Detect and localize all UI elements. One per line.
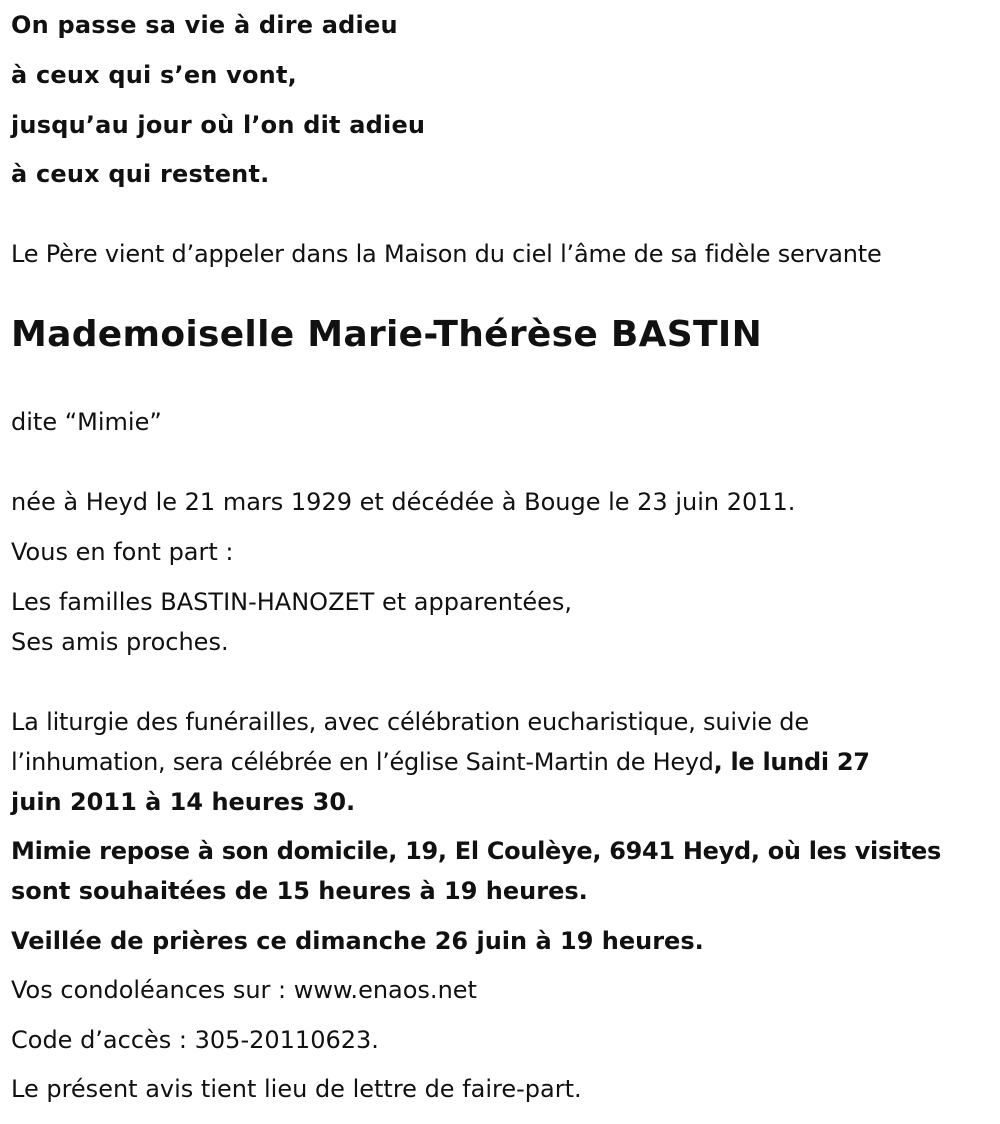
- funeral-line-1: La liturgie des funérailles, avec célébration eucharistique, suivie de: [11, 708, 809, 736]
- vigil-text: Veillée de prières ce dimanche 26 juin à 19 heures.: [11, 927, 704, 955]
- nickname: dite “Mimie”: [11, 408, 162, 436]
- condolences-text: Vos condoléances sur : www.enaos.net: [11, 976, 477, 1004]
- family-line-1: Les familles BASTIN-HANOZET et apparentées,: [11, 588, 573, 616]
- intro-text: Le Père vient d’appeler dans la Maison du ciel l’âme de sa fidèle servante: [11, 240, 882, 268]
- funeral-line-3: juin 2011 à 14 heures 30.: [11, 788, 356, 816]
- poem-line-1: On passe sa vie à dire adieu: [11, 11, 398, 39]
- closing-text: Le présent avis tient lieu de lettre de faire-part.: [11, 1075, 582, 1103]
- funeral-place: l’inhumation, sera célébrée en l’église Saint-Martin de Heyd: [11, 748, 714, 776]
- funeral-line-2: [11, 747, 870, 777]
- poem-line-2: à ceux qui s’en vont,: [11, 61, 297, 89]
- poem-line-4: à ceux qui restent.: [11, 160, 270, 188]
- visit-line-1: Mimie repose à son domicile, 19, El Coulèye, 6941 Heyd, où les visites: [11, 837, 942, 865]
- funeral-date-start: , le lundi 27: [713, 748, 870, 776]
- visit-line-2: sont souhaitées de 15 heures à 19 heures.: [11, 877, 588, 905]
- deceased-name: Mademoiselle Marie-Thérèse BASTIN: [11, 314, 762, 355]
- announce-label: Vous en font part :: [11, 538, 234, 566]
- family-line-2: Ses amis proches.: [11, 628, 229, 656]
- birth-death-text: née à Heyd le 21 mars 1929 et décédée à Bouge le 23 juin 2011.: [11, 488, 796, 516]
- access-code-text: Code d’accès : 305-20110623.: [11, 1026, 379, 1054]
- poem-line-3: jusqu’au jour où l’on dit adieu: [11, 111, 426, 139]
